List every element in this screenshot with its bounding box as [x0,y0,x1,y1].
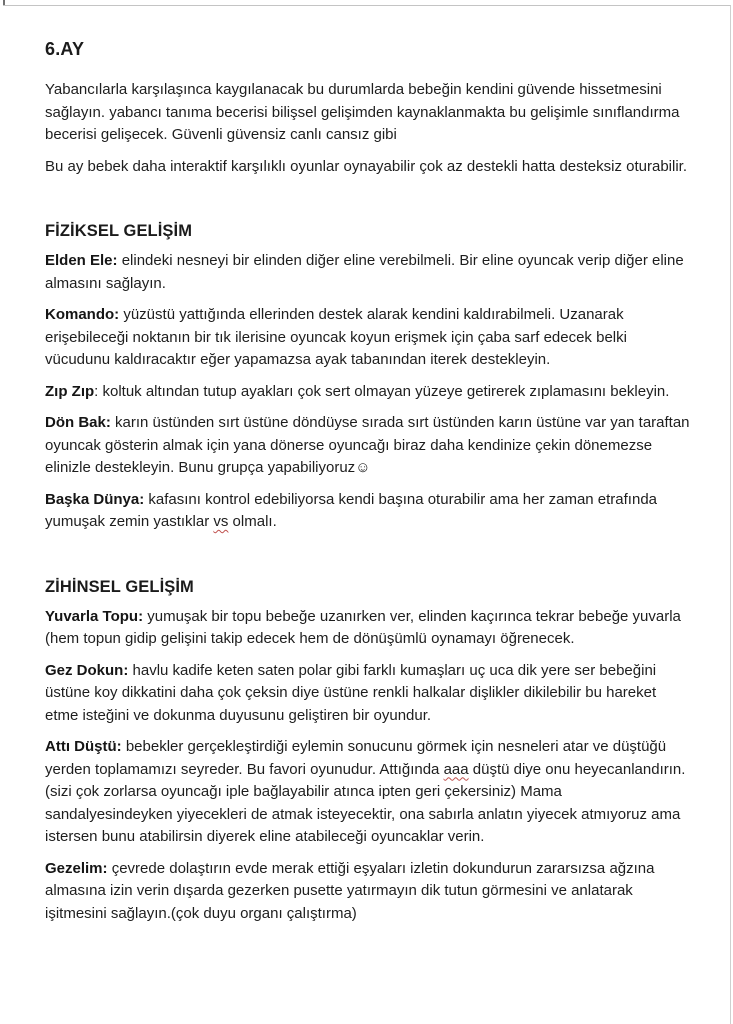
paragraph [45,736,692,849]
paragraph-text: elindeki nesneyi bir elinden diğer eline verebilmeli. Bir eline oyuncak verip diğer eline almasını sağlayın. [45,252,684,292]
spell-error-word: aaa [443,760,469,778]
paragraph [45,381,692,404]
paragraph-lead: Attı Düştü: [45,738,122,755]
paragraph-text: havlu kadife keten saten polar gibi farklı kumaşları uç uca dik yere ser bebeğini üstüne koy dikkatini daha çok çeksin diye üstüne renkli halkalar dişlikler dikilebilir bu hareket etme isteğini ve dokunma duyusunu geliştiren bir oyundur. [45,661,657,724]
paragraph-text: yumuşak bir topu bebeğe uzanırken ver, elinden kaçırınca tekrar bebeğe yuvarla (hem topun gidip gelişini takip edecek hem de dönüşümlü oynamayı öğrenecek. [45,607,681,647]
paragraph [45,250,692,295]
paragraph-text: karın üstünden sırt üstüne döndüyse sırada sırt üstünden karın üstüne var yan taraftan oyuncak gösterin almak için yana dönerse oyuncağı biraz daha kendinize çekin dönemezse elinizle destekleyin. Bunu grupça yapabiliyoruz [45,414,690,476]
paragraph-lead: Zıp Zıp [45,382,95,400]
paragraph [45,156,692,179]
paragraph-text: yüzüstü yattığında ellerinden destek alarak kendini kaldırabilmeli. Uzanarak erişebileceği noktanın bir tık ilerisine oyuncak koyun erişmek için çaba sarf edecek belki vücudunu kaldıracaktır eğer yapamazsa ayak tabanından iterek destekleyin. [45,306,627,368]
paragraph-lead: Gez Dokun: [45,661,129,679]
paragraph-text: kafasını kontrol edebiliyorsa kendi başına oturabilir ama her zaman etrafında yumuşak zemin yastıklar [45,490,658,530]
smiley-face-icon: ☺ [355,459,371,476]
paragraph-text: Yabancılarla karşılaşınca kaygılanacak bu durumlarda bebeğin kendini güvende hissetmesini sağlayın. yabancı tanıma becerisi bilişsel gelişimden kaynaklanmakta bu gelişimle sınıflandırma becerisi gelişecek. Güvenli güvensiz canlı cansız gibi [45,81,680,143]
paragraph [45,606,692,651]
section-heading: ZİHİNSEL GELİŞİM [45,577,194,596]
paragraph [45,489,692,534]
paragraph-lead: Başka Dünya: [45,490,145,508]
paragraph-text: çevrede dolaştırın evde merak ettiği eşyaları izletin dokundurun zararsızsa ağzına almasına izin verin dışarda gezerken pusette yatırmayın dik tutun görmesini ve anlatarak işitmesini sağlayın.(çok duyu organı çalıştırma) [45,859,655,922]
document-title: 6.AY [45,39,85,59]
paragraph-lead: Elden Ele: [45,252,118,269]
paragraph-lead: Komando: [45,306,120,323]
paragraph [45,858,692,926]
paragraph-lead: Dön Bak: [45,414,111,431]
paragraph-text: olmalı. [228,513,277,530]
paragraph [45,660,692,728]
paragraph-text: Bu ay bebek daha interaktif karşılıklı oyunlar oynayabilir çok az destekli hatta desteksiz oturabilir. [45,157,687,175]
document-content [3,6,730,964]
paragraph-lead: Gezelim: [45,859,108,877]
paragraph [45,304,692,372]
paragraph [45,79,692,147]
section-heading: FİZİKSEL GELİŞİM [45,222,193,240]
paragraph [45,412,692,480]
spell-error-word: vs [213,513,229,530]
paragraph-text: : koltuk altından tutup ayakları çok sert olmayan yüzeye getirerek zıplamasını bekleyin. [94,382,670,400]
paragraph-text: bebekler gerçekleştirdiği eylemin sonucunu görmek için nesneleri atar ve düştüğü yerden toplamamızı seyreder. Bu favori oyunudur. Attığında [45,738,667,778]
paragraph-lead: Yuvarla Topu: [45,607,144,625]
document-page [3,5,731,1024]
paragraph-text: düştü diye onu heyecanlandırın. (sizi çok zorlarsa oyuncağı iple bağlayabilir atınca ipten geri çekersiniz) Mama sandalyesindeyken yiyecekleri de atmak isteyecektir, ona sabırla anlatın yiyecek atmıyoruz ama istersen bunu atabilirsin diyerek eline atabileceği oyuncaklar verin. [45,760,686,845]
